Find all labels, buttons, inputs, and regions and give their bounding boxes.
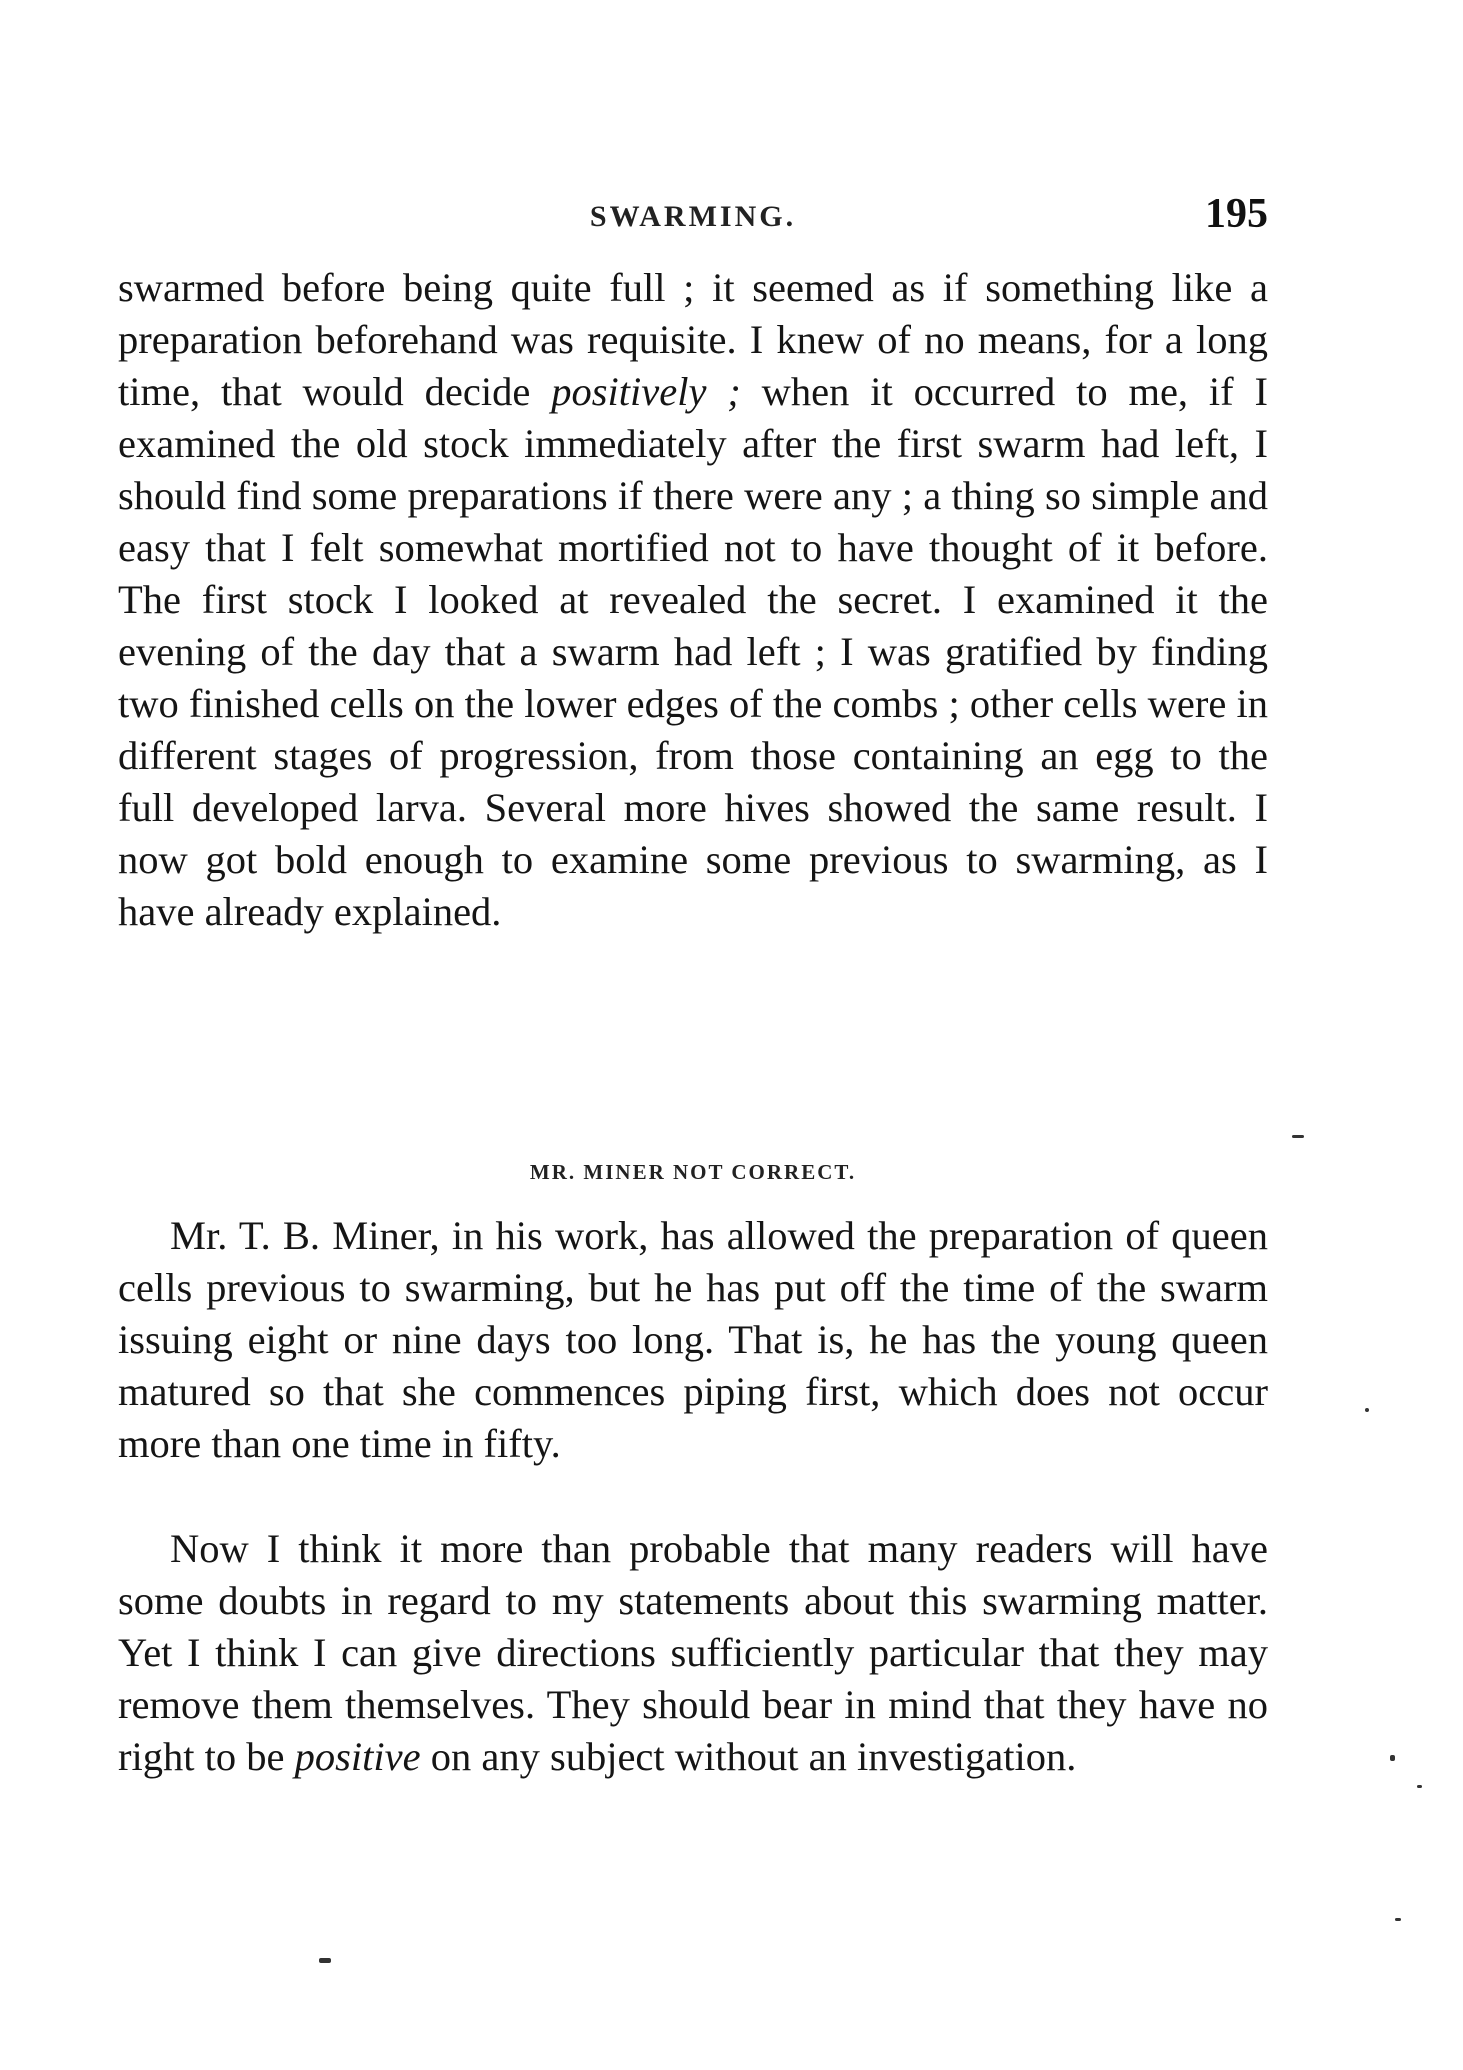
paragraph-1-text-a: swarmed before being quite full ; it seemed as if something like a preparation beforehand was requisite. I knew of no means, for a long time, that would decide [118, 265, 1268, 414]
paragraph-3-text-a: Now I think it more than probable that many readers will have some doubts in regard to my statements about this swarming matter. Yet I think I can give directions sufficiently particular that they may remove them themselves. They should bear in mind that they have no right to be [118, 1526, 1268, 1779]
scan-speck [1365, 1408, 1369, 1412]
paragraph-3-emphasis: positive [294, 1734, 421, 1779]
scan-speck [1395, 1918, 1401, 1921]
running-title: SWARMING. [589, 200, 797, 233]
scan-speck [1292, 1135, 1304, 1138]
running-head [118, 190, 1268, 240]
page-number: 195 [1205, 191, 1268, 237]
paragraph-1-emphasis: positively ; [551, 369, 741, 414]
paragraph-2 [118, 1210, 1268, 1470]
paragraph-3-text-b: on any subject without an investigation. [420, 1734, 1077, 1779]
section-subheading: MR. MINER NOT CORRECT. [529, 1160, 857, 1184]
scan-speck [319, 1958, 331, 1963]
scan-speck [1417, 1785, 1422, 1788]
paragraph-1-text-b: when it occurred to me, if I examined the old stock immediately after the first swarm had left, I should find some preparations if there were any ; a thing so simple and easy that I felt somewhat mortified not to have thought of it before. The first stock I looked at revealed the secret. I examined it the evening of the day that a swarm had left ; I was gratified by finding two finished cells on the lower edges of the combs ; other cells were in different stages of progression, from those containing an egg to the full developed larva. Several more hives showed the same result. I now got bold enough to examine some previous to swarming, as I have already explained. [118, 369, 1268, 934]
paragraph-2-text: Mr. T. B. Miner, in his work, has allowed the preparation of queen cells previous to swarming, but he has put off the time of the swarm issuing eight or nine days too long. That is, he has the young queen matured so that she commences piping first, which does not occur more than one time in fifty. [118, 1213, 1268, 1466]
scan-speck [1390, 1755, 1395, 1761]
paragraph-3 [118, 1523, 1268, 1783]
paragraph-1 [118, 262, 1268, 938]
